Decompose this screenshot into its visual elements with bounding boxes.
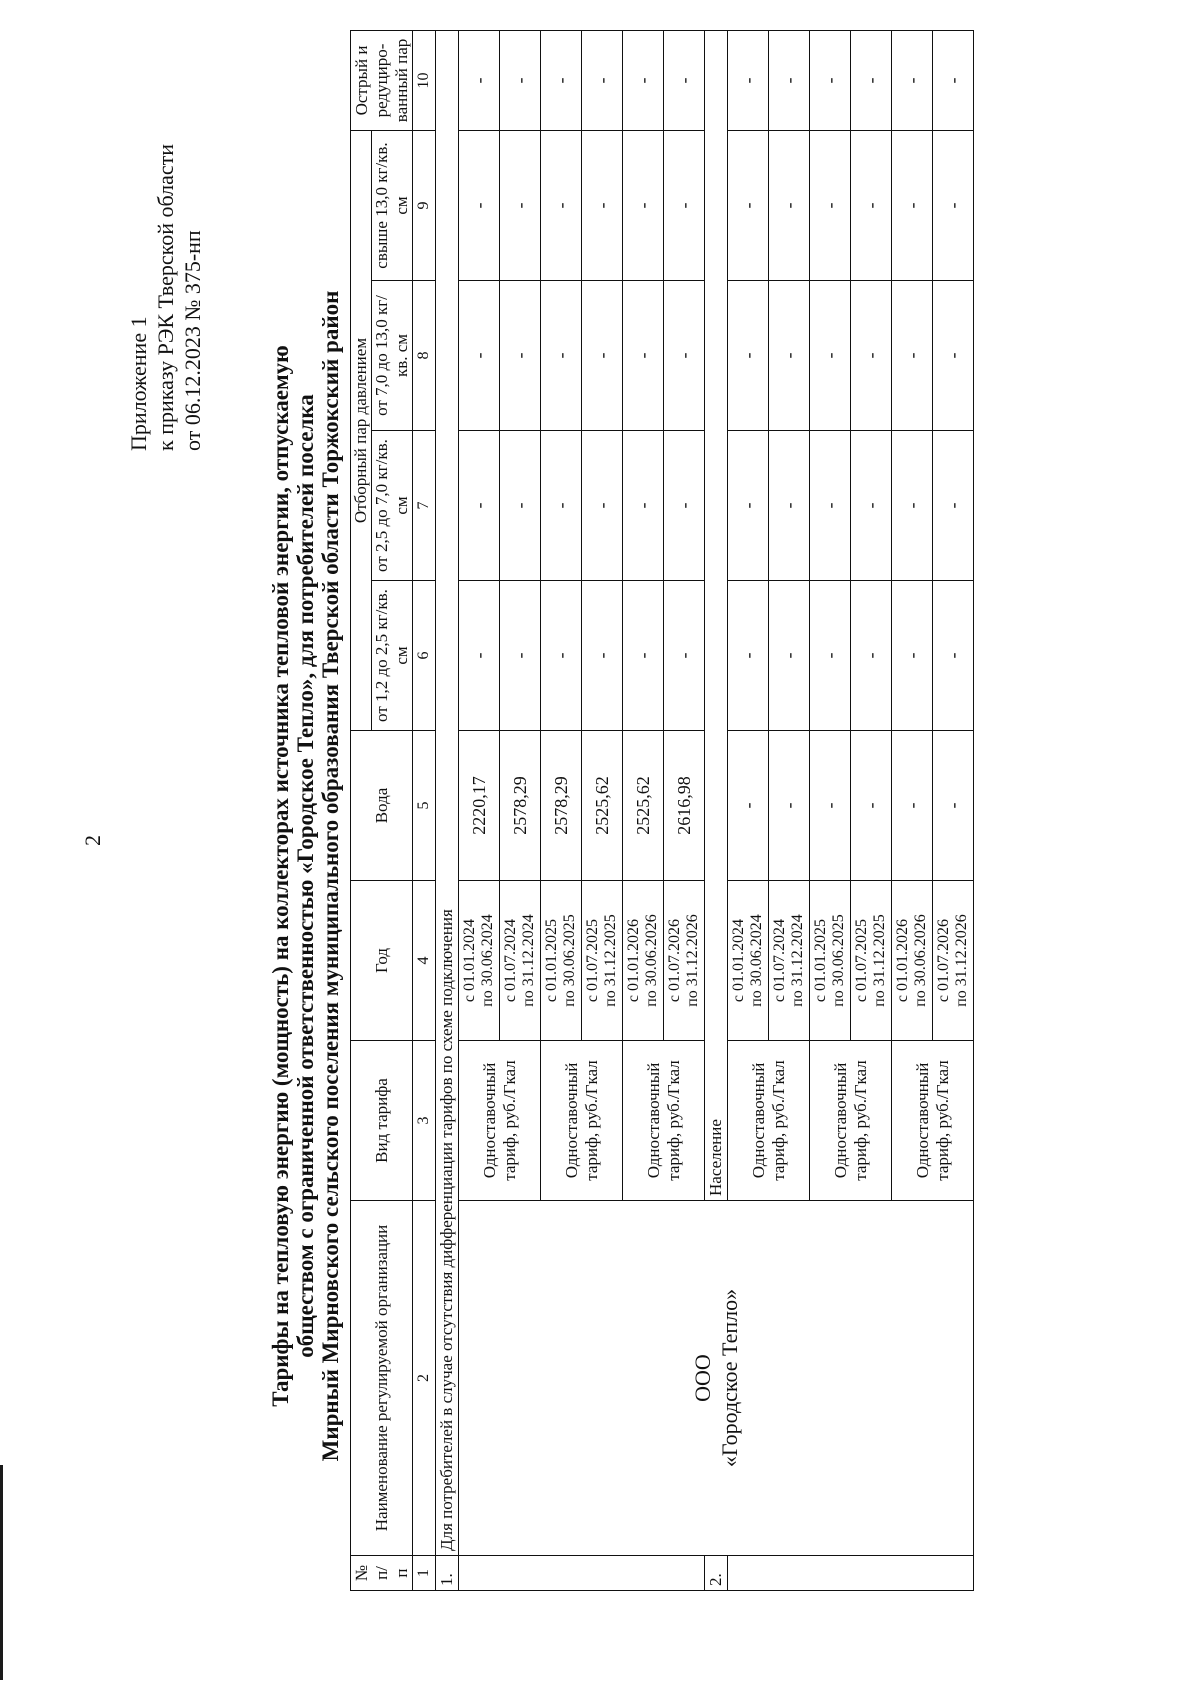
steam-value: - (582, 581, 623, 731)
steam-value: - (459, 30, 500, 130)
period-from: с 01.01.2026 (625, 918, 642, 1003)
steam-value: - (892, 581, 933, 731)
steam-value: - (810, 281, 851, 431)
title-line-2: обществом с ограниченной ответственностью «Городское Тепло», для потребителей поселка (293, 394, 318, 1358)
steam-value: - (728, 30, 769, 130)
period-to: по 31.12.2026 (953, 914, 970, 1007)
header-water: Вода (351, 731, 413, 881)
page-number: 2 (80, 835, 105, 846)
water-value: - (728, 731, 769, 881)
water-value: 2578,29 (500, 731, 541, 881)
tariff-row (459, 30, 500, 1590)
water-value: - (851, 731, 892, 881)
steam-value: - (728, 130, 769, 280)
period-from: с 01.07.2026 (935, 918, 952, 1003)
colnum-7: 7 (413, 431, 436, 581)
steam-value: - (541, 431, 582, 581)
org-name-line-2: «Городское Тепло» (717, 1288, 742, 1468)
period (851, 881, 892, 1041)
period-from: с 01.01.2024 (730, 918, 747, 1003)
steam-value: - (664, 30, 705, 130)
period-to: по 30.06.2026 (912, 914, 929, 1007)
tariff-table (350, 30, 974, 1591)
steam-value: - (933, 581, 974, 731)
organization-name (459, 1201, 974, 1556)
steam-value: - (851, 581, 892, 731)
steam-value: - (500, 581, 541, 731)
period-to: по 31.12.2025 (602, 914, 619, 1007)
period-from: с 01.07.2026 (666, 918, 683, 1003)
steam-value: - (728, 431, 769, 581)
colnum-10: 10 (413, 30, 436, 130)
steam-value: - (582, 30, 623, 130)
water-value: 2616,98 (664, 731, 705, 881)
period-from: с 01.07.2024 (771, 918, 788, 1003)
colnum-1: 1 (413, 1556, 436, 1591)
header-sharp-steam: Острый и редуциро-ванный пар (351, 30, 413, 130)
period-to: по 30.06.2024 (479, 914, 496, 1007)
period (664, 881, 705, 1041)
tariff-kind: Одноставочный тариф, руб./Гкал (459, 1041, 541, 1201)
org-name-line-1: ООО (690, 1354, 715, 1402)
steam-value: - (582, 431, 623, 581)
header-num: № п/ п (351, 1556, 413, 1591)
tariff-kind: Одноставочный тариф, руб./Гкал (623, 1041, 705, 1201)
period (541, 881, 582, 1041)
steam-value: - (623, 431, 664, 581)
water-value: 2525,62 (582, 731, 623, 881)
period (500, 881, 541, 1041)
steam-value: - (810, 431, 851, 581)
tariff-kind: Одноставочный тариф, руб./Гкал (728, 1041, 810, 1201)
empty-num-cell (728, 1556, 974, 1591)
steam-value: - (541, 30, 582, 130)
steam-value: - (851, 130, 892, 280)
steam-value: - (728, 281, 769, 431)
steam-value: - (810, 130, 851, 280)
steam-value: - (623, 130, 664, 280)
colnum-3: 3 (413, 1041, 436, 1201)
header-p2: от 2,5 до 7,0 кг/кв. см (372, 431, 413, 581)
annex-line-2: к приказу РЭК Тверской области (153, 143, 178, 451)
tariff-kind: Одноставочный тариф, руб./Гкал (810, 1041, 892, 1201)
period-to: по 31.12.2026 (684, 914, 701, 1007)
annex-line-1: Приложение 1 (126, 316, 151, 451)
steam-value: - (459, 431, 500, 581)
steam-value: - (582, 130, 623, 280)
period-to: по 31.12.2024 (789, 914, 806, 1007)
colnum-5: 5 (413, 731, 436, 881)
steam-value: - (933, 281, 974, 431)
period-from: с 01.07.2025 (584, 918, 601, 1003)
steam-value: - (892, 130, 933, 280)
steam-value: - (500, 30, 541, 130)
water-value: 2525,62 (623, 731, 664, 881)
period (933, 881, 974, 1041)
header-p3: от 7,0 до 13,0 кг/кв. см (372, 281, 413, 431)
section-label: Население (705, 30, 728, 1200)
steam-value: - (664, 130, 705, 280)
steam-value: - (541, 281, 582, 431)
period (728, 881, 769, 1041)
tariff-kind: Одноставочный тариф, руб./Гкал (892, 1041, 974, 1201)
steam-value: - (541, 581, 582, 731)
document-title (268, 126, 343, 1626)
section-row (436, 30, 459, 1590)
header-row-1 (351, 30, 372, 1590)
header-steam-group: Отборный пар давлением (351, 130, 372, 730)
annex-line-3: от 06.12.2023 № 375-нп (180, 230, 205, 451)
steam-value: - (851, 281, 892, 431)
period (892, 881, 933, 1041)
header-p4: свыше 13,0 кг/кв. см (372, 130, 413, 280)
steam-value: - (933, 130, 974, 280)
colnum-8: 8 (413, 281, 436, 431)
period (810, 881, 851, 1041)
steam-value: - (582, 281, 623, 431)
period (459, 881, 500, 1041)
steam-value: - (623, 30, 664, 130)
period-to: по 30.06.2026 (643, 914, 660, 1007)
steam-value: - (459, 581, 500, 731)
steam-value: - (851, 431, 892, 581)
period-from: с 01.07.2024 (502, 918, 519, 1003)
section-label: Для потребителей в случае отсутствия дифференциации тарифов по схеме подключения (436, 30, 459, 1555)
period-to: по 30.06.2024 (748, 914, 765, 1007)
steam-value: - (769, 581, 810, 731)
water-value: - (769, 731, 810, 881)
steam-value: - (933, 431, 974, 581)
header-year: Год (351, 881, 413, 1041)
colnum-4: 4 (413, 881, 436, 1041)
period-to: по 31.12.2025 (871, 914, 888, 1007)
period (769, 881, 810, 1041)
steam-value: - (459, 130, 500, 280)
period-from: с 01.07.2025 (853, 918, 870, 1003)
water-value: - (933, 731, 974, 881)
steam-value: - (933, 30, 974, 130)
column-number-row (413, 30, 436, 1590)
section-number: 1. (436, 1556, 459, 1591)
section-number: 2. (705, 1556, 728, 1591)
period (582, 881, 623, 1041)
steam-value: - (500, 431, 541, 581)
steam-value: - (728, 581, 769, 731)
steam-value: - (769, 431, 810, 581)
steam-value: - (664, 581, 705, 731)
water-value: 2578,29 (541, 731, 582, 881)
title-line-1: Тарифы на тепловую энергию (мощность) на коллекторах источника тепловой энергии, отпускаемую (268, 345, 293, 1407)
steam-value: - (541, 130, 582, 280)
steam-value: - (769, 281, 810, 431)
steam-value: - (810, 581, 851, 731)
steam-value: - (892, 30, 933, 130)
period-to: по 30.06.2025 (830, 914, 847, 1007)
header-kind: Вид тарифа (351, 1041, 413, 1201)
period-to: по 30.06.2025 (561, 914, 578, 1007)
annex-block (125, 144, 206, 451)
steam-value: - (623, 581, 664, 731)
period-from: с 01.01.2024 (461, 918, 478, 1003)
steam-value: - (664, 431, 705, 581)
colnum-6: 6 (413, 581, 436, 731)
steam-value: - (623, 281, 664, 431)
water-value: 2220,17 (459, 731, 500, 881)
steam-value: - (500, 281, 541, 431)
steam-value: - (892, 431, 933, 581)
steam-value: - (769, 130, 810, 280)
steam-value: - (810, 30, 851, 130)
period-from: с 01.01.2025 (543, 918, 560, 1003)
header-org: Наименование регулируемой организации (351, 1201, 413, 1556)
water-value: - (810, 731, 851, 881)
tariff-kind: Одноставочный тариф, руб./Гкал (541, 1041, 623, 1201)
period-from: с 01.01.2026 (894, 918, 911, 1003)
colnum-2: 2 (413, 1201, 436, 1556)
steam-value: - (664, 281, 705, 431)
period-to: по 31.12.2024 (520, 914, 537, 1007)
empty-num-cell (459, 1556, 705, 1591)
period-from: с 01.01.2025 (812, 918, 829, 1003)
water-value: - (892, 731, 933, 881)
title-line-3: Мирный Мирновского сельского поселения муниципального образования Тверской области Торжокский район (318, 290, 343, 1462)
steam-value: - (769, 30, 810, 130)
header-p1: от 1,2 до 2,5 кг/кв. см (372, 581, 413, 731)
steam-value: - (892, 281, 933, 431)
colnum-9: 9 (413, 130, 436, 280)
steam-value: - (459, 281, 500, 431)
steam-value: - (851, 30, 892, 130)
steam-value: - (500, 130, 541, 280)
period (623, 881, 664, 1041)
